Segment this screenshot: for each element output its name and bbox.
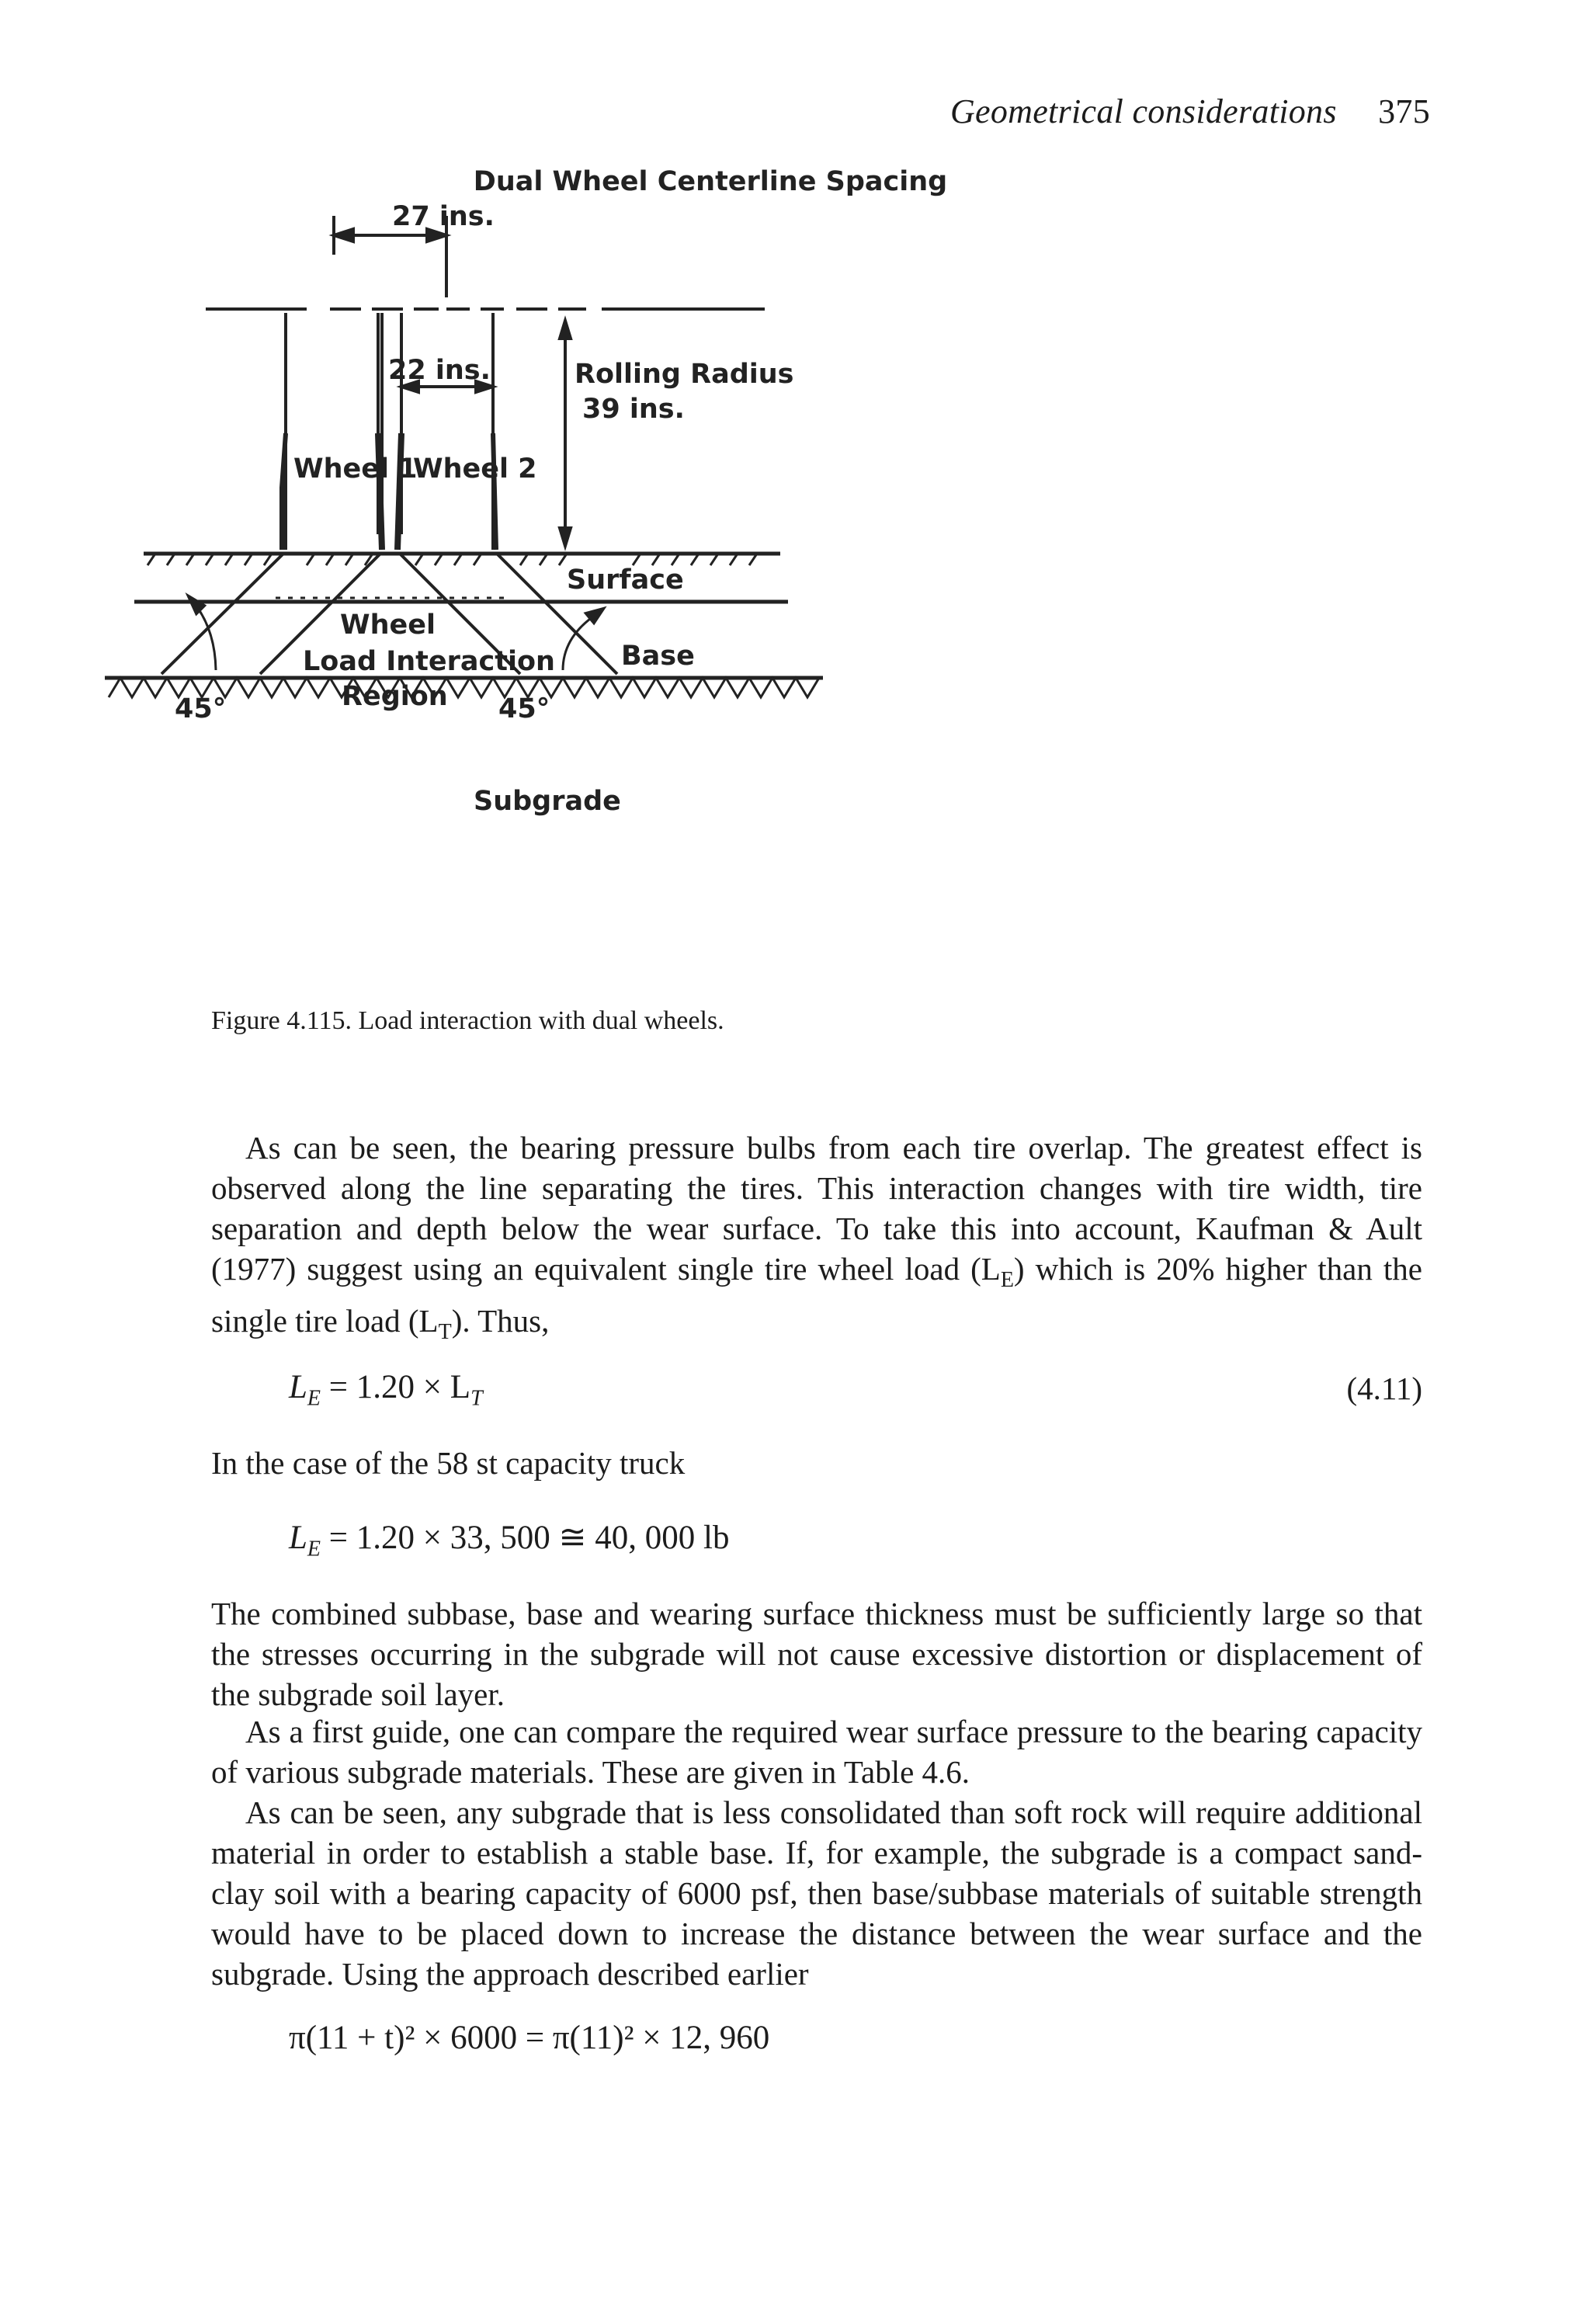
figure-diagram <box>175 162 1432 985</box>
eq1-lhs-sub: E <box>307 1386 321 1411</box>
figure-load-interaction <box>175 162 1432 985</box>
paragraph-4: As a first guide, one can compare the required wear surface pressure to the bearing capacity of various subgrade materials. These are given in Table 4.6. <box>211 1714 1422 1790</box>
label-angle-right: 45° <box>498 693 550 724</box>
figure-caption: Figure 4.115. Load interaction with dual wheels. <box>211 1006 724 1035</box>
eq1-lhs: L <box>289 1369 307 1405</box>
label-base: Base <box>621 641 695 672</box>
para1-sub2: T <box>438 1320 452 1345</box>
equation-number: (4.11) <box>1346 1370 1422 1406</box>
label-angle-left: 45° <box>175 693 227 724</box>
paragraph-5: As can be seen, any subgrade that is less consolidated than soft rock will require additional material in order to establish a stable base. If, for example, the subgrade is a compact sand-clay soil with a bearing capacity of 6000 psf, then base/subbase materials of suitable strength would have to be placed down to increase the distance between the wear surface and the subgrade. Using the approach described earlier <box>211 1794 1422 1992</box>
equation-4-11 <box>289 1368 483 1412</box>
label-wheel2: Wheel 2 <box>413 453 537 485</box>
label-wheel1: Wheel 1 <box>293 453 418 485</box>
label-gap-value: 22 ins. <box>388 355 491 386</box>
eq2-lhs-sub: E <box>307 1537 321 1561</box>
left-outer-diagonal <box>161 554 283 674</box>
equation-pressure: π(11 + t)² × 6000 = π(11)² × 12, 960 <box>289 2020 770 2056</box>
paragraph-2: In the case of the 58 st capacity truck <box>211 1445 686 1481</box>
eq1-rhs: = 1.20 × L <box>321 1369 471 1405</box>
label-region-1: Wheel <box>340 610 436 641</box>
label-rolling-radius-2: 39 ins. <box>582 394 685 425</box>
equation-truck <box>289 1518 730 1562</box>
eq2-rhs: = 1.20 × 33, 500 ≅ 40, 000 lb <box>321 1520 730 1556</box>
label-subgrade: Subgrade <box>474 786 621 817</box>
label-spacing-value: 27 ins. <box>392 201 495 232</box>
label-rolling-radius-1: Rolling Radius <box>575 359 794 390</box>
running-title: Geometrical considerations <box>949 92 1337 130</box>
page-header <box>950 92 1430 131</box>
para1-sub1: E <box>1000 1268 1014 1293</box>
paragraph-3: The combined subbase, base and wearing surface thickness must be sufficiently large so that the stresses occurring in the subgrade will not cause excessive distortion or displacement of the subgrade soil layer. <box>211 1596 1422 1712</box>
para1-text: As can be seen, the bearing pressure bulbs from each tire overlap. The greatest effect is observed along the line separating the tires. This interaction changes with tire width, tire separation and depth below the wear surface. To take this into account, Kaufman & Ault (1977) suggest using an equivalent single tire wheel load (L <box>211 1130 1422 1287</box>
para1-end: ). Thus, <box>451 1303 550 1339</box>
page-number: 375 <box>1378 92 1430 130</box>
paragraph-1 <box>211 1127 1422 1353</box>
label-surface: Surface <box>567 564 684 596</box>
label-region-3: Region <box>342 681 448 712</box>
eq1-rhs-sub: T <box>470 1386 483 1411</box>
para1-mid: ) which is 20% higher than the single tire load (L <box>211 1251 1422 1339</box>
label-spacing-title: Dual Wheel Centerline Spacing <box>473 166 948 197</box>
eq2-lhs: L <box>289 1520 307 1556</box>
label-region-2: Load Interaction <box>303 646 555 677</box>
